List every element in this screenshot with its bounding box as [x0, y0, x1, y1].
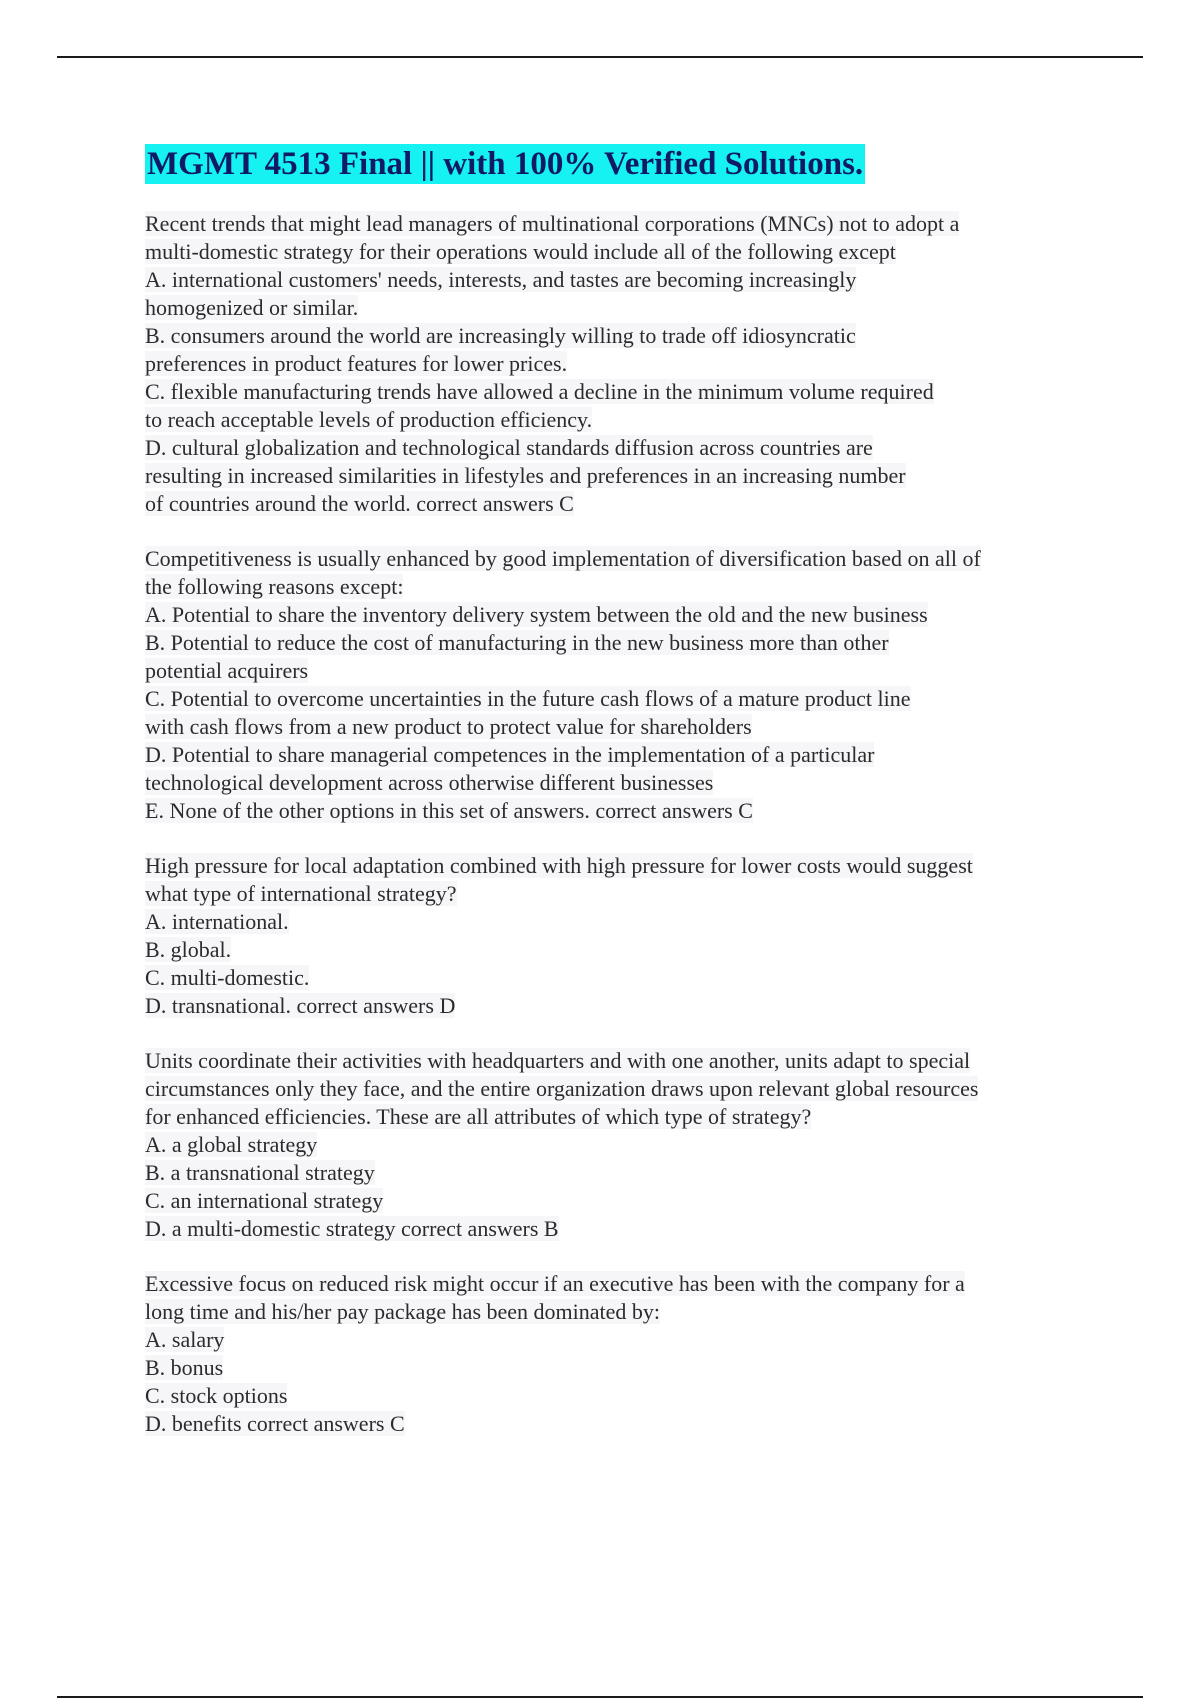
question-line: High pressure for local adaptation combined with high pressure for lower costs would suggest: [145, 853, 973, 878]
question-block-2: [145, 545, 1075, 825]
document-title: MGMT 4513 Final || with 100% Verified Solutions.: [147, 146, 864, 182]
question-block-5: [145, 1270, 1075, 1438]
answer-line: D. a multi-domestic strategy correct answers B: [145, 1216, 559, 1241]
question-block-4: [145, 1047, 1075, 1243]
option-line: preferences in product features for lower prices.: [145, 351, 568, 376]
answer-line: E. None of the other options in this set of answers. correct answers C: [145, 798, 753, 823]
option-line: A. salary: [145, 1327, 225, 1352]
option-line: A. Potential to share the inventory delivery system between the old and the new business: [145, 602, 928, 627]
question-line: Competitiveness is usually enhanced by good implementation of diversification based on all of: [145, 546, 981, 571]
question-block-3: [145, 852, 1075, 1020]
question-block-1: [145, 210, 1075, 518]
title-block: [145, 142, 1075, 186]
footer-rule: [57, 1696, 1143, 1698]
option-line: B. bonus: [145, 1355, 224, 1380]
option-line: homogenized or similar.: [145, 295, 359, 320]
option-line: C. Potential to overcome uncertainties in the future cash flows of a mature product line: [145, 686, 911, 711]
option-line: A. international customers' needs, interests, and tastes are becoming increasingly: [145, 267, 857, 292]
answer-line: D. transnational. correct answers D: [145, 993, 456, 1018]
question-line: Units coordinate their activities with headquarters and with one another, units adapt to special: [145, 1048, 971, 1073]
question-line: circumstances only they face, and the entire organization draws upon relevant global resources: [145, 1076, 979, 1101]
option-line: D. Potential to share managerial competences in the implementation of a particular: [145, 742, 875, 767]
option-line: to reach acceptable levels of production efficiency.: [145, 407, 593, 432]
question-line: Excessive focus on reduced risk might occur if an executive has been with the company for a: [145, 1271, 965, 1296]
option-line: B. global.: [145, 937, 232, 962]
question-line: Recent trends that might lead managers of multinational corporations (MNCs) not to adopt a: [145, 211, 960, 236]
option-line: resulting in increased similarities in lifestyles and preferences in an increasing number: [145, 463, 906, 488]
option-line: B. consumers around the world are increasingly willing to trade off idiosyncratic: [145, 323, 856, 348]
option-line: C. stock options: [145, 1383, 288, 1408]
question-line: multi-domestic strategy for their operations would include all of the following except: [145, 239, 896, 264]
option-line: C. an international strategy: [145, 1188, 384, 1213]
option-line: technological development across otherwise different businesses: [145, 770, 714, 795]
question-line: long time and his/her pay package has been dominated by:: [145, 1299, 661, 1324]
option-line: D. cultural globalization and technological standards diffusion across countries are: [145, 435, 873, 460]
answer-line: D. benefits correct answers C: [145, 1411, 405, 1436]
option-line: C. multi-domestic.: [145, 965, 310, 990]
option-line: A. international.: [145, 909, 289, 934]
option-line: with cash flows from a new product to protect value for shareholders: [145, 714, 752, 739]
header-rule: [57, 56, 1143, 58]
option-line: B. a transnational strategy: [145, 1160, 375, 1185]
option-line: potential acquirers: [145, 658, 309, 683]
question-line: what type of international strategy?: [145, 881, 457, 906]
document-body: [145, 142, 1075, 1465]
answer-line: of countries around the world. correct answers C: [145, 491, 574, 516]
question-line: the following reasons except:: [145, 574, 404, 599]
option-line: A. a global strategy: [145, 1132, 318, 1157]
option-line: C. flexible manufacturing trends have allowed a decline in the minimum volume required: [145, 379, 934, 404]
option-line: B. Potential to reduce the cost of manufacturing in the new business more than other: [145, 630, 889, 655]
question-line: for enhanced efficiencies. These are all attributes of which type of strategy?: [145, 1104, 812, 1129]
